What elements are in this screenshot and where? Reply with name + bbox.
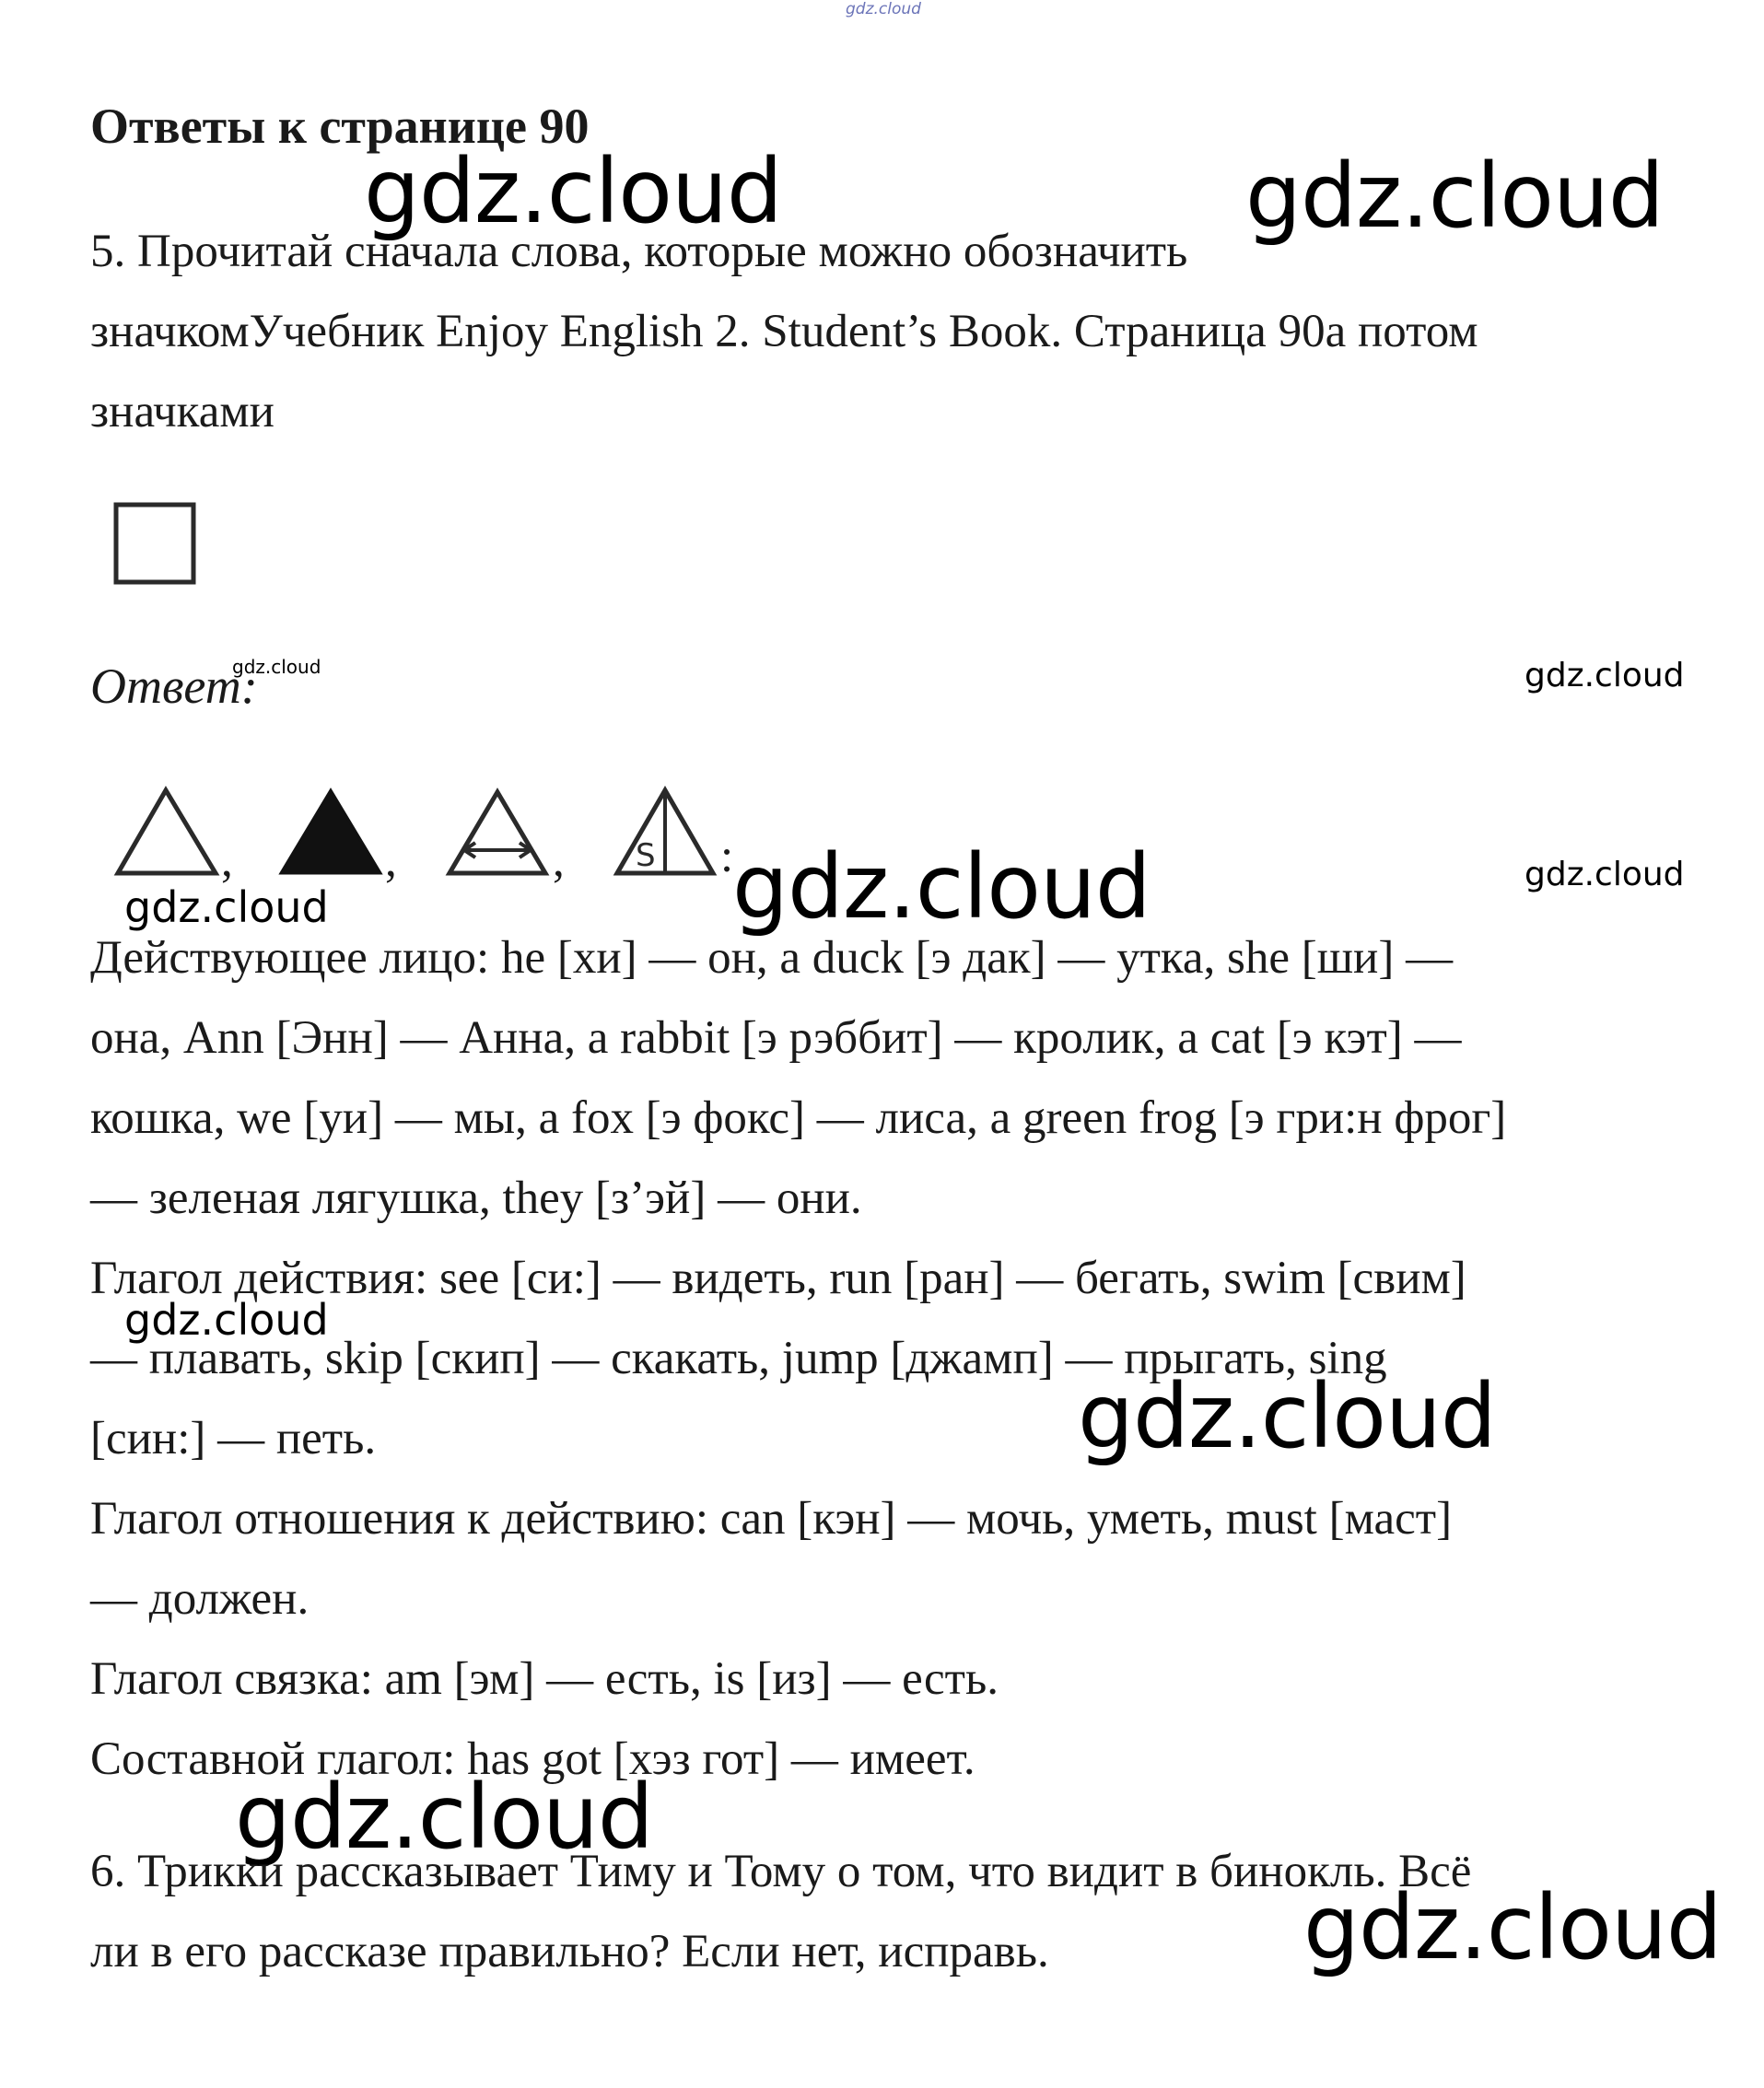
separator: : bbox=[720, 831, 734, 882]
watermark: gdz.cloud bbox=[124, 1295, 329, 1345]
page-title: Ответы к странице 90 bbox=[90, 99, 590, 154]
answer-line: Глагол действия: see [си:] — видеть, run [ран] — бегать, swim [свим] bbox=[90, 1253, 1466, 1304]
answer-line: — плавать, skip [скип] — скакать, jump [джамп] — прыгать, sing bbox=[90, 1333, 1387, 1384]
answer-line: [син:] — петь. bbox=[90, 1413, 377, 1464]
task6-line: ли в его рассказе правильно? Если нет, исправь. bbox=[90, 1926, 1049, 1977]
watermark: gdz.cloud bbox=[1525, 657, 1685, 694]
task5-line: 5. Прочитай сначала слова, которые можно обозначить bbox=[90, 226, 1188, 277]
triangle-s-letter: S bbox=[636, 837, 656, 874]
watermark: gdz.cloud bbox=[1078, 1365, 1496, 1468]
answer-label: Ответ: bbox=[90, 659, 258, 714]
task5-line: значкомУчебник Enjoy English 2. Student’s Book. Страница 90а потом bbox=[90, 306, 1478, 357]
separator: , bbox=[221, 835, 233, 887]
task5-line: значками bbox=[90, 386, 275, 437]
watermark: gdz.cloud bbox=[235, 1766, 653, 1869]
watermark: gdz.cloud bbox=[1303, 1876, 1722, 1979]
watermark: gdz.cloud bbox=[1245, 145, 1664, 248]
separator: , bbox=[385, 835, 397, 887]
watermark: gdz.cloud bbox=[124, 882, 329, 932]
answer-line: — должен. bbox=[90, 1573, 310, 1625]
answer-line: Глагол связка: am [эм] — есть, is [из] — есть. bbox=[90, 1653, 999, 1705]
answer-line: Действующее лицо: he [хи] — он, a duck [э дак] — утка, she [ши] — bbox=[90, 932, 1454, 984]
answer-line: — зеленая лягушка, they [з’эй] — они. bbox=[90, 1172, 862, 1224]
watermark-top: gdz.cloud bbox=[846, 0, 921, 18]
answer-line: Составной глагол: has got [хэз гот] — имеет. bbox=[90, 1733, 975, 1785]
empty-square-icon bbox=[107, 494, 208, 595]
answer-line: она, Ann [Энн] — Анна, a rabbit [э рэббит] — кролик, a cat [э кэт] — bbox=[90, 1012, 1462, 1064]
answer-line: кошка, we [уи] — мы, a fox [э фокс] — лиса, a green frog [э гри:н фрог] bbox=[90, 1092, 1507, 1144]
triangle-with-s-icon bbox=[608, 781, 732, 882]
watermark: gdz.cloud bbox=[364, 140, 782, 243]
watermark: gdz.cloud bbox=[232, 656, 321, 678]
watermark: gdz.cloud bbox=[1525, 856, 1685, 893]
watermark: gdz.cloud bbox=[732, 835, 1151, 939]
triangle-with-double-arrow-icon bbox=[438, 781, 563, 882]
filled-triangle-icon bbox=[272, 781, 396, 882]
outline-triangle-icon bbox=[109, 781, 233, 882]
answer-line: Глагол отношения к действию: can [кэн] — мочь, уметь, must [маст] bbox=[90, 1493, 1453, 1545]
task6-line: 6. Трикки рассказывает Тиму и Тому о том, что видит в бинокль. Всё bbox=[90, 1846, 1472, 1897]
separator: , bbox=[553, 835, 565, 887]
